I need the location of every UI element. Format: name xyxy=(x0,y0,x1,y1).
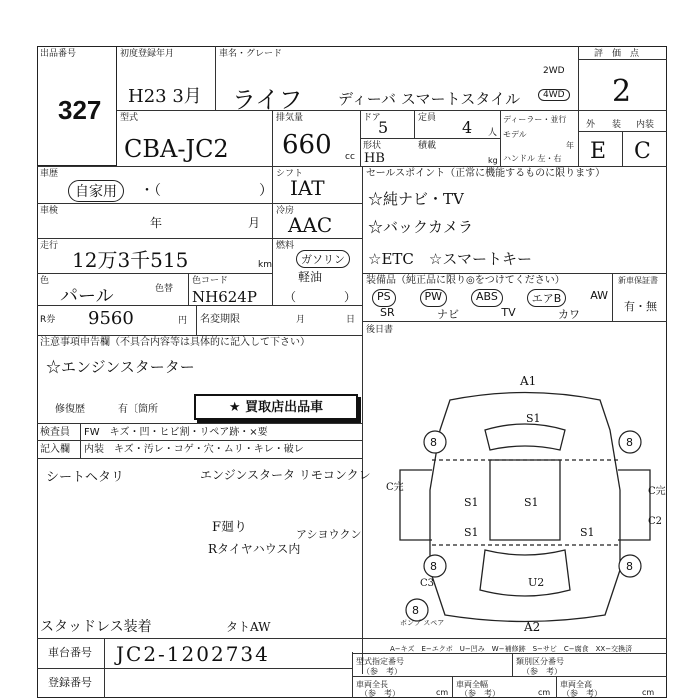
inspection-year: 年 xyxy=(150,216,163,230)
recycle-label: R券 xyxy=(40,315,56,325)
displacement-unit: cc xyxy=(345,152,355,162)
mark-c3: C3 xyxy=(420,578,435,589)
equipment-label: 装備品（純正品に限り◎をつけてください） xyxy=(366,275,565,286)
exterior-label: 外 xyxy=(586,120,596,130)
car-name-value: ライフ xyxy=(232,86,303,114)
seat-label: 後日書 xyxy=(366,325,394,335)
mark-c-right: C完 xyxy=(648,486,666,497)
inspector-label: 検査員 xyxy=(40,427,70,438)
transfer-day: 日 xyxy=(346,315,356,325)
drive-2wd: 2WD xyxy=(543,66,565,76)
legend: A−キズ E−エクボ U−凹み W−補修跡 S−サビ C−腐食 XX−交換済 xyxy=(390,645,633,653)
car-name-label: 車名・グレード xyxy=(219,49,283,59)
memo-left1: シートヘタリ xyxy=(46,470,125,485)
capacity-label: 定員 xyxy=(418,113,437,123)
memo-right1: エンジンスタータ リモコンクレ xyxy=(200,468,371,482)
type-ref-1: （参 考） xyxy=(362,667,402,676)
tire-fr: 8 xyxy=(626,436,633,449)
height-unit: cm xyxy=(642,688,655,697)
capacity-value: 4 xyxy=(462,118,473,137)
interior-label: 装 xyxy=(612,120,622,130)
tire-spare: 8 xyxy=(412,604,419,617)
shift-label: シフト xyxy=(276,169,304,179)
drive-4wd: 4WD xyxy=(538,89,570,101)
model-label: 型式 xyxy=(120,113,139,123)
mark-s1-a: S1 xyxy=(526,412,541,425)
color-value: パール xyxy=(60,286,114,307)
mark-s1-e: S1 xyxy=(580,526,595,539)
equip-tv: TV xyxy=(501,306,516,319)
color-change-label: 色替 xyxy=(155,284,174,294)
ac-value: AAC xyxy=(288,213,333,237)
recycle-value: 9560 xyxy=(88,308,134,329)
entry-codes: 内装 キズ・汚レ・コゲ・穴・ムリ・キレ・破レ xyxy=(84,444,304,455)
shop-label: ★ 買取店出品車 xyxy=(228,400,324,415)
length-ref: （参 考） xyxy=(360,689,400,698)
type-no-label: 型式指定番号 xyxy=(356,657,404,666)
class-label: 類別区分番号 xyxy=(516,657,564,666)
repair-label: 修復歴 xyxy=(55,404,85,415)
doors-label: ドア xyxy=(363,113,381,123)
mark-c-left: C完 xyxy=(386,482,404,493)
fuel-value1: ガソリン xyxy=(296,250,350,268)
grade-value: ディーバ スマートスタイル xyxy=(338,90,521,108)
sales-label: セールスポイント（正常に機能するものに限ります） xyxy=(366,168,606,179)
inspection-month: 月 xyxy=(248,216,261,230)
tire-rl: 8 xyxy=(430,560,437,573)
handle-label: ハンドル 左・右 xyxy=(503,154,562,163)
mark-s1-c: S1 xyxy=(524,496,539,509)
memo-right2: F廻り xyxy=(212,520,248,535)
reg-label: 登録番号 xyxy=(48,676,92,689)
mileage-value: 12万3千515 xyxy=(72,248,189,272)
lot-label: 出品番号 xyxy=(40,49,77,59)
load-unit: kg xyxy=(488,156,498,165)
repair-value: 有〔箇所 xyxy=(118,404,158,415)
transfer-month: 月 xyxy=(296,315,306,325)
equip-abs: ABS xyxy=(471,289,503,307)
dealer-label: ディーラー・並行 xyxy=(503,115,567,124)
memo-right3: Rタイヤハウス内 xyxy=(208,542,301,556)
interior-grade: C xyxy=(634,139,651,164)
equip-leather: カワ xyxy=(557,308,580,321)
notes-label: 注意事項申告欄（不具合内容等は具体的に記入して下さい） xyxy=(40,337,310,348)
exterior-grade: E xyxy=(590,139,607,164)
ac-label: 冷房 xyxy=(276,206,295,216)
entry-label: 記入欄 xyxy=(40,444,70,455)
inspection-label: 車検 xyxy=(40,206,59,216)
first-reg-value: H23 3月 xyxy=(128,86,202,107)
fuel-value2: 軽油 xyxy=(298,270,323,284)
sales-line3: ☆ETC ☆スマートキー xyxy=(368,250,533,268)
mileage-unit: km xyxy=(258,260,272,270)
lot-number: 327 xyxy=(58,95,102,125)
length-unit: cm xyxy=(436,688,449,697)
height-label: 車両全高 xyxy=(560,680,592,689)
displacement-label: 排気量 xyxy=(276,113,304,123)
width-label: 車両全幅 xyxy=(456,680,488,689)
model-value: CBA-JC2 xyxy=(124,135,229,163)
length-label: 車両全長 xyxy=(356,680,388,689)
score-label: 評 価 点 xyxy=(594,49,640,59)
equip-sr: SR xyxy=(380,306,395,319)
load-label: 積載 xyxy=(418,141,437,151)
mark-c2: C2 xyxy=(648,516,663,527)
equip-navi: ナビ xyxy=(437,308,459,321)
warranty-label: 新車保証書 xyxy=(618,276,658,285)
sales-line2: ☆バックカメラ xyxy=(368,218,474,236)
spare-label: ボンプ スペア xyxy=(400,619,445,627)
mark-u2: U2 xyxy=(528,576,545,589)
equipment-row1 xyxy=(372,289,608,307)
equipment-row2 xyxy=(380,306,580,322)
fuel-label: 燃料 xyxy=(276,241,295,251)
first-reg-label: 初度登録年月 xyxy=(120,49,175,59)
mark-a2: A2 xyxy=(524,620,541,634)
inspector-codes: FW キズ・凹・ヒビ割・リペア跡・×要 xyxy=(84,427,268,438)
doors-value: 5 xyxy=(378,118,389,137)
memo-right3b: アシヨウクン xyxy=(296,528,362,541)
frame-label: 車台番号 xyxy=(48,646,92,659)
shape-value: HB xyxy=(364,151,385,166)
memo-right4: タトAW xyxy=(226,620,271,634)
interior2-label: 内装 xyxy=(636,120,655,130)
shop-badge xyxy=(194,394,358,420)
sales-line1: ☆純ナビ・TV xyxy=(368,190,464,208)
transfer-label: 名変期限 xyxy=(200,314,240,325)
history-label: 車歴 xyxy=(40,169,59,179)
height-ref: （参 考） xyxy=(562,689,602,698)
mark-s1-b: S1 xyxy=(464,496,479,509)
tire-rr: 8 xyxy=(626,560,633,573)
color-code-value: NH624P xyxy=(192,288,257,306)
equip-airbag: エアB xyxy=(527,289,567,307)
notes-value: ☆エンジンスターター xyxy=(46,358,195,376)
capacity-unit: 人 xyxy=(488,128,498,138)
mark-s1-d: S1 xyxy=(464,526,479,539)
shape-label: 形状 xyxy=(363,141,382,151)
color-label: 色 xyxy=(40,276,50,286)
equip-aw: AW xyxy=(590,289,608,302)
width-ref: （参 考） xyxy=(460,689,500,698)
mileage-label: 走行 xyxy=(40,241,59,251)
tire-fl: 8 xyxy=(430,436,437,449)
shift-value: IAT xyxy=(290,176,325,200)
mark-a1: A1 xyxy=(520,374,537,388)
score-value: 2 xyxy=(612,74,632,109)
type-ref-2: （参 考） xyxy=(522,667,562,676)
equip-pw: PW xyxy=(420,289,448,307)
warranty-value: 有・無 xyxy=(624,300,657,313)
model-year-label: モデル xyxy=(503,130,527,139)
memo-left2: スタッドレス装着 xyxy=(40,619,152,635)
frame-value: JC2-1202734 xyxy=(116,642,270,666)
model-year-unit: 年 xyxy=(566,141,574,150)
width-unit: cm xyxy=(538,688,551,697)
history-value: 自家用 xyxy=(68,180,124,202)
equip-ps: PS xyxy=(372,289,396,307)
displacement-value: 660 xyxy=(282,130,332,160)
recycle-unit: 円 xyxy=(178,316,188,326)
color-code-label: 色コード xyxy=(192,276,229,286)
